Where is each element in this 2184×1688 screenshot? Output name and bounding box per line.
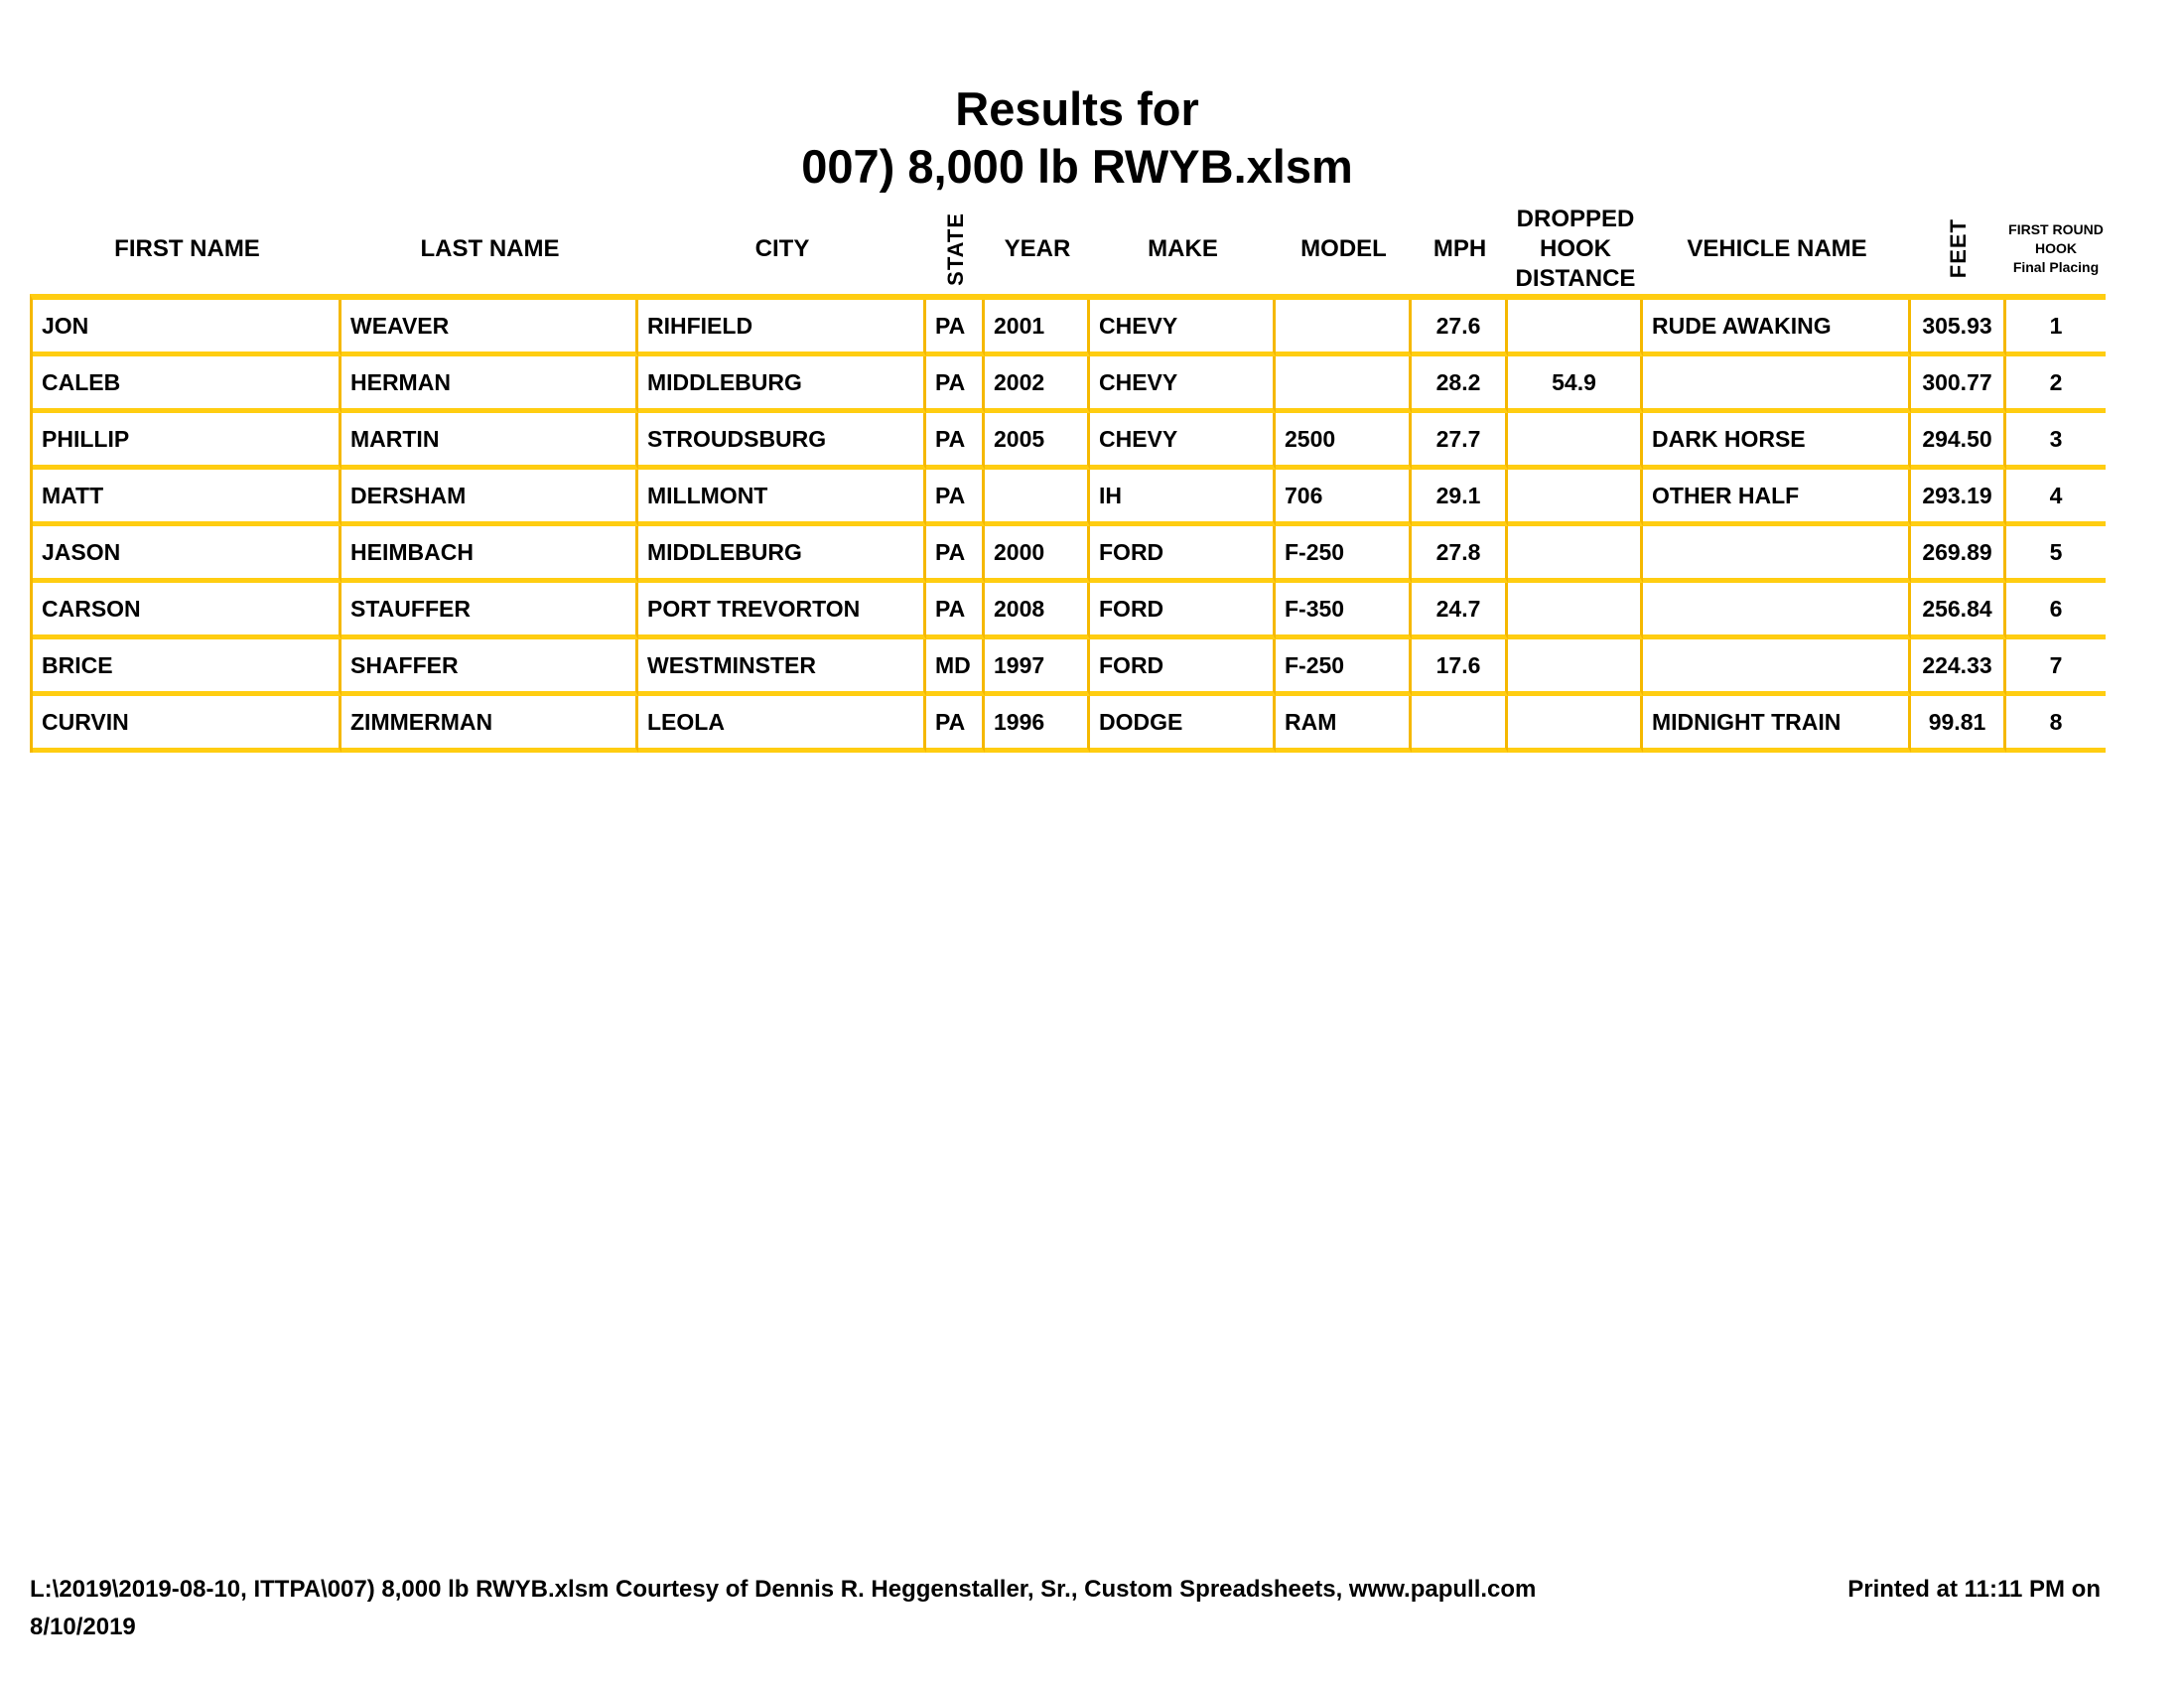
cell-dropped_hook_distance-row-7 (1508, 639, 1643, 696)
cell-model-row-1 (1276, 300, 1412, 356)
cell-vehicle_name-row-1: RUDE AWAKING (1643, 300, 1911, 356)
cell-last_name-row-3: MARTIN (341, 413, 638, 470)
cell-make-row-7: FORD (1090, 639, 1276, 696)
cell-first_round_hook_final_placing-row-3: 3 (2006, 413, 2106, 470)
results-table (30, 294, 2106, 753)
cell-year-row-2: 2002 (985, 356, 1090, 413)
cell-mph-row-3: 27.7 (1412, 413, 1508, 470)
cell-vehicle_name-row-7 (1643, 639, 1911, 696)
cell-vehicle_name-row-2 (1643, 356, 1911, 413)
cell-dropped_hook_distance-row-3 (1508, 413, 1643, 470)
cell-city-row-1: RIHFIELD (638, 300, 926, 356)
cell-last_name-row-2: HERMAN (341, 356, 638, 413)
cell-feet-row-2: 300.77 (1911, 356, 2006, 413)
cell-dropped_hook_distance-row-6 (1508, 583, 1643, 639)
cell-state-row-5: PA (926, 526, 985, 583)
cell-vehicle_name-row-4: OTHER HALF (1643, 470, 1911, 526)
cell-feet-row-6: 256.84 (1911, 583, 2006, 639)
cell-first_round_hook_final_placing-row-7: 7 (2006, 639, 2106, 696)
cell-state-row-7: MD (926, 639, 985, 696)
cell-mph-row-6: 24.7 (1412, 583, 1508, 639)
column-header-state: STATE (942, 211, 968, 286)
cell-vehicle_name-row-8: MIDNIGHT TRAIN (1643, 696, 1911, 753)
cell-model-row-3: 2500 (1276, 413, 1412, 470)
column-header-last_name: LAST NAME (420, 234, 560, 262)
cell-first_name-row-4: MATT (33, 470, 341, 526)
cell-last_name-row-1: WEAVER (341, 300, 638, 356)
cell-model-row-4: 706 (1276, 470, 1412, 526)
cell-state-row-4: PA (926, 470, 985, 526)
cell-first_name-row-7: BRICE (33, 639, 341, 696)
cell-make-row-5: FORD (1090, 526, 1276, 583)
cell-dropped_hook_distance-row-2: 54.9 (1508, 356, 1643, 413)
cell-city-row-5: MIDDLEBURG (638, 526, 926, 583)
cell-first_round_hook_final_placing-row-4: 4 (2006, 470, 2106, 526)
cell-make-row-2: CHEVY (1090, 356, 1276, 413)
cell-vehicle_name-row-3: DARK HORSE (1643, 413, 1911, 470)
cell-state-row-8: PA (926, 696, 985, 753)
cell-first_name-row-8: CURVIN (33, 696, 341, 753)
cell-first_name-row-1: JON (33, 300, 341, 356)
cell-state-row-2: PA (926, 356, 985, 413)
cell-last_name-row-7: SHAFFER (341, 639, 638, 696)
cell-city-row-4: MILLMONT (638, 470, 926, 526)
cell-state-row-3: PA (926, 413, 985, 470)
cell-city-row-8: LEOLA (638, 696, 926, 753)
cell-last_name-row-8: ZIMMERMAN (341, 696, 638, 753)
cell-dropped_hook_distance-row-5 (1508, 526, 1643, 583)
cell-year-row-7: 1997 (985, 639, 1090, 696)
cell-first_round_hook_final_placing-row-2: 2 (2006, 356, 2106, 413)
cell-mph-row-8 (1412, 696, 1508, 753)
cell-first_round_hook_final_placing-row-5: 5 (2006, 526, 2106, 583)
cell-city-row-2: MIDDLEBURG (638, 356, 926, 413)
column-header-dropped_hook_distance: DROPPED HOOK DISTANCE (1515, 205, 1636, 292)
column-header-vehicle_name: VEHICLE NAME (1687, 234, 1867, 262)
cell-vehicle_name-row-5 (1643, 526, 1911, 583)
cell-model-row-8: RAM (1276, 696, 1412, 753)
cell-dropped_hook_distance-row-4 (1508, 470, 1643, 526)
cell-first_name-row-5: JASON (33, 526, 341, 583)
cell-year-row-4 (985, 470, 1090, 526)
footer-line1 (30, 1575, 2101, 1605)
cell-year-row-6: 2008 (985, 583, 1090, 639)
cell-make-row-8: DODGE (1090, 696, 1276, 753)
cell-make-row-4: IH (1090, 470, 1276, 526)
cell-first_round_hook_final_placing-row-8: 8 (2006, 696, 2106, 753)
cell-first_round_hook_final_placing-row-6: 6 (2006, 583, 2106, 639)
column-header-make: MAKE (1148, 234, 1218, 262)
cell-feet-row-4: 293.19 (1911, 470, 2006, 526)
cell-make-row-1: CHEVY (1090, 300, 1276, 356)
cell-year-row-1: 2001 (985, 300, 1090, 356)
column-header-year: YEAR (1004, 234, 1071, 262)
column-header-feet: FEET (1946, 218, 1971, 279)
page-title: Results for (955, 82, 1199, 135)
column-header-first_name: FIRST NAME (114, 234, 260, 262)
cell-mph-row-2: 28.2 (1412, 356, 1508, 413)
cell-first_round_hook_final_placing-row-1: 1 (2006, 300, 2106, 356)
cell-make-row-6: FORD (1090, 583, 1276, 639)
cell-state-row-1: PA (926, 300, 985, 356)
cell-state-row-6: PA (926, 583, 985, 639)
column-header-model: MODEL (1300, 234, 1387, 262)
cell-last_name-row-4: DERSHAM (341, 470, 638, 526)
cell-vehicle_name-row-6 (1643, 583, 1911, 639)
cell-mph-row-7: 17.6 (1412, 639, 1508, 696)
column-header-first_round_hook_final_placing: FIRST ROUND HOOK Final Placing (2008, 221, 2104, 275)
cell-model-row-5: F-250 (1276, 526, 1412, 583)
table-header-row (33, 204, 2106, 294)
cell-mph-row-1: 27.6 (1412, 300, 1508, 356)
cell-dropped_hook_distance-row-8 (1508, 696, 1643, 753)
cell-feet-row-1: 305.93 (1911, 300, 2006, 356)
footer-print-date: 8/10/2019 (30, 1614, 136, 1640)
cell-model-row-7: F-250 (1276, 639, 1412, 696)
cell-feet-row-8: 99.81 (1911, 696, 2006, 753)
cell-first_name-row-6: CARSON (33, 583, 341, 639)
cell-model-row-2 (1276, 356, 1412, 413)
column-header-city: CITY (754, 234, 810, 262)
footer-file-path-and-credit: L:\2019\2019-08-10, ITTPA\007) 8,000 lb RWYB.xlsm Courtesy of Dennis R. Heggenstaller, Sr., Custom Spreadsheets, www.papull.com (30, 1576, 1537, 1603)
cell-mph-row-4: 29.1 (1412, 470, 1508, 526)
cell-city-row-6: PORT TREVORTON (638, 583, 926, 639)
cell-first_name-row-2: CALEB (33, 356, 341, 413)
cell-year-row-5: 2000 (985, 526, 1090, 583)
cell-first_name-row-3: PHILLIP (33, 413, 341, 470)
footer-printed-at: Printed at 11:11 PM on (1847, 1576, 2101, 1603)
cell-feet-row-3: 294.50 (1911, 413, 2006, 470)
cell-city-row-7: WESTMINSTER (638, 639, 926, 696)
cell-mph-row-5: 27.8 (1412, 526, 1508, 583)
cell-make-row-3: CHEVY (1090, 413, 1276, 470)
cell-feet-row-7: 224.33 (1911, 639, 2006, 696)
column-header-mph: MPH (1433, 234, 1487, 262)
cell-last_name-row-5: HEIMBACH (341, 526, 638, 583)
cell-model-row-6: F-350 (1276, 583, 1412, 639)
cell-last_name-row-6: STAUFFER (341, 583, 638, 639)
page-subtitle-filename: 007) 8,000 lb RWYB.xlsm (801, 140, 1353, 193)
cell-feet-row-5: 269.89 (1911, 526, 2006, 583)
cell-dropped_hook_distance-row-1 (1508, 300, 1643, 356)
cell-city-row-3: STROUDSBURG (638, 413, 926, 470)
cell-year-row-3: 2005 (985, 413, 1090, 470)
page-footer (30, 1575, 2101, 1642)
cell-year-row-8: 1996 (985, 696, 1090, 753)
